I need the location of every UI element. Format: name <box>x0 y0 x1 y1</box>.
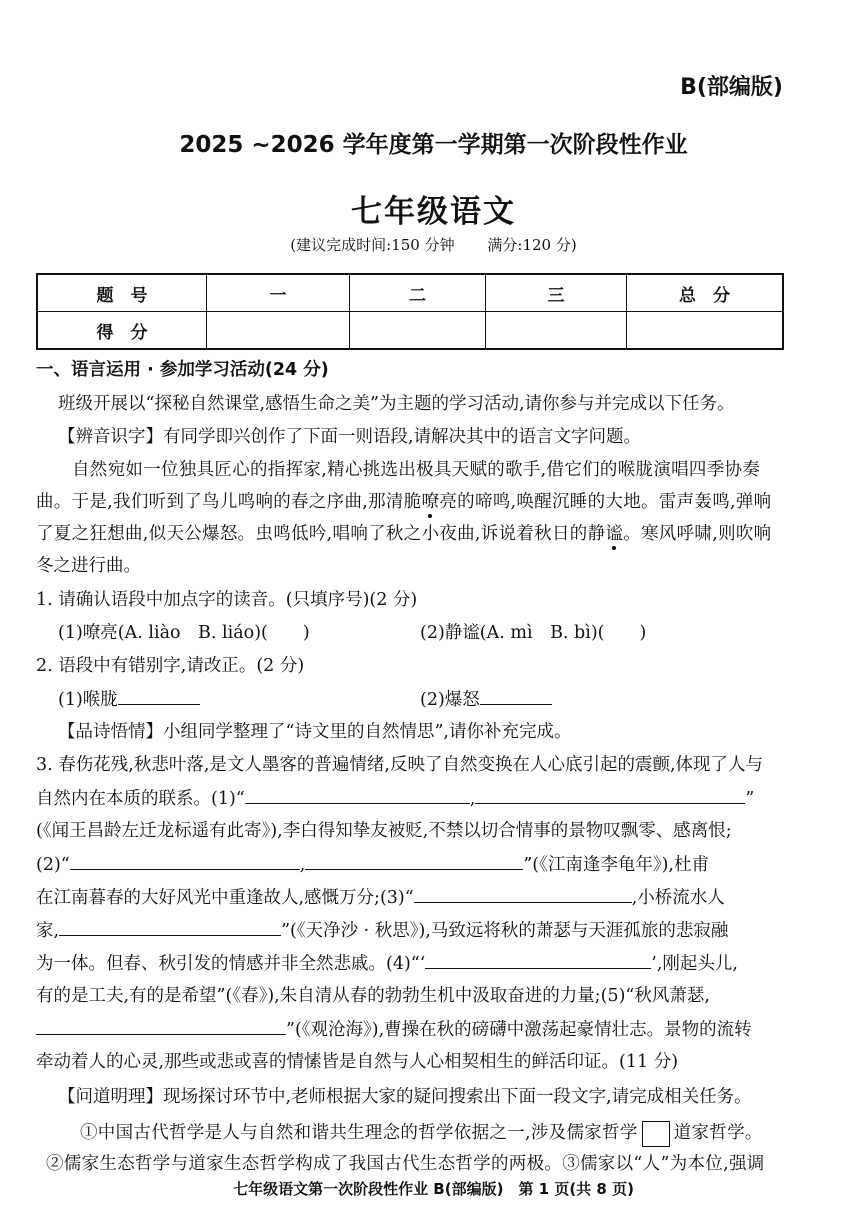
answer-blank[interactable] <box>414 884 632 903</box>
question-3-text: (2)“ <box>36 855 70 875</box>
question-3-text: 自然内在本质的联系。(1)“ <box>36 789 245 809</box>
question-2a-label: (1)喉胧 <box>58 690 118 710</box>
passage-line: 曲。于是,我们听到了鸟儿鸣响的春之序曲,那清脆嘹亮的啼鸣,唤醒沉睡的大地。雷声轰鸣,弹响 <box>36 492 772 512</box>
answer-blank[interactable] <box>118 686 200 705</box>
exam-info <box>0 234 867 255</box>
answer-blank[interactable] <box>305 851 523 870</box>
passage-line: 自然宛如一位独具匠心的指挥家,精心挑选出极具天赋的歌手,借它们的喉胧演唱四季协奏 <box>72 460 761 480</box>
question-3-text: ’,刚起头儿, <box>651 954 738 974</box>
question-2b <box>420 686 720 713</box>
question-3-line: 有的是工夫,有的是希望”(《春》),朱自清从春的勃勃生机中汲取奋进的力量;(5)“秋风萧瑟, <box>36 986 710 1006</box>
question-3-text: ”(《观沧海》),曹操在秋的磅礴中激荡起豪情壮志。景物的流转 <box>286 1020 752 1040</box>
question-3-line: (2)“ , ”(《江南逢李龟年》),杜甫 <box>36 851 796 878</box>
table-header-cell: 总 分 <box>627 274 784 312</box>
answer-blank[interactable] <box>475 785 745 804</box>
answer-blank[interactable] <box>59 917 281 936</box>
score-cell[interactable] <box>486 312 627 350</box>
task-heading: 【品诗悟情】小组同学整理了“诗文里的自然情思”,请你补充完成。 <box>58 722 572 742</box>
score-cell[interactable] <box>207 312 350 350</box>
question-3-text: 家, <box>36 921 60 941</box>
task-heading: 【辨音识字】有同学即兴创作了下面一则语段,请解决其中的语言文字问题。 <box>58 427 642 447</box>
intro-text: 班级开展以“探秘自然课堂,感悟生命之美”为主题的学习活动,请你参与并完成以下任务。 <box>58 394 735 414</box>
question-1a: (1)嘹亮(A. liào B. liáo)( ) <box>58 623 310 643</box>
question-2: 2. 语段中有错别字,请改正。(2 分) <box>36 656 305 676</box>
question-1b: (2)静谧(A. mì B. bì)( ) <box>420 623 647 643</box>
subject-title: 七年级语文 <box>351 194 516 230</box>
table-header-cell: 一 <box>207 274 350 312</box>
passage-line: 冬之进行曲。 <box>36 556 141 576</box>
question-3-line <box>36 884 796 911</box>
question-3-line <box>36 950 796 977</box>
question-3-line: 自然内在本质的联系。(1)“ , ” <box>36 785 796 812</box>
question-3-line <box>36 1016 796 1043</box>
score-cell[interactable] <box>350 312 486 350</box>
reading-text: ①中国古代哲学是人与自然和谐共生理念的哲学依据之一,涉及儒家哲学 <box>80 1123 638 1143</box>
question-2a <box>58 686 358 713</box>
question-3-text: ”(《天净沙 · 秋思》),马致远将秋的萧瑟与天涯孤旅的悲寂融 <box>281 921 729 941</box>
question-3-text: 为一体。但春、秋引发的情感并非全然悲戚。(4)“‘ <box>36 954 426 974</box>
question-3-line: 牵动着人的心灵,那些或悲或喜的情愫皆是自然与人心相契相生的鲜活印证。(11 分) <box>36 1052 679 1072</box>
question-3-text: ”(《江南逢李龟年》),杜甫 <box>523 855 709 875</box>
score-note: 满分:120 分) <box>487 236 577 254</box>
task-heading: 【问道明理】现场探讨环节中,老师根据大家的疑问搜索出下面一段文字,请完成相关任务。 <box>58 1087 752 1107</box>
score-table <box>36 273 784 350</box>
table-header-cell: 三 <box>486 274 627 312</box>
edition-label: B(部编版) <box>680 75 783 100</box>
section-heading: 一、语言运用 · 参加学习活动(24 分) <box>36 360 329 380</box>
answer-box[interactable] <box>642 1121 670 1147</box>
question-3-line <box>36 917 796 944</box>
answer-blank[interactable] <box>245 785 470 804</box>
page-footer: 七年级语文第一次阶段性作业 B(部编版) 第 1 页(共 8 页) <box>233 1180 634 1198</box>
question-3-line: 3. 春伤花残,秋悲叶落,是文人墨客的普遍情绪,反映了自然变换在人心底引起的震颤,体现了人与 <box>36 755 764 775</box>
reading-line: ②儒家生态哲学与道家生态哲学构成了我国古代生态哲学的两极。③儒家以“人”为本位,强调 <box>46 1154 765 1174</box>
passage-line: 了夏之狂想曲,似天公爆怒。虫鸣低吟,唱响了秋之小夜曲,诉说着秋日的静谧。寒风呼啸,则吹响 <box>36 524 772 544</box>
answer-blank[interactable] <box>70 851 300 870</box>
time-note: (建议完成时间:150 分钟 <box>290 236 455 254</box>
reading-line <box>80 1120 840 1147</box>
question-3-line: (《闻王昌龄左迁龙标遥有此寄》),李白得知挚友被贬,不禁以切合情事的景物叹飘零、感离恨; <box>36 821 732 841</box>
question-3-text: 在江南暮春的大好风光中重逢故人,感慨万分;(3)“ <box>36 888 414 908</box>
table-header-cell: 题 号 <box>37 274 207 312</box>
score-cell[interactable] <box>627 312 784 350</box>
answer-blank[interactable] <box>480 686 552 705</box>
table-row-label: 得 分 <box>37 312 207 350</box>
reading-text: 道家哲学。 <box>673 1123 763 1143</box>
exam-title: 2025 ~2026 学年度第一学期第一次阶段性作业 <box>179 132 688 158</box>
table-header-cell: 二 <box>350 274 486 312</box>
question-2b-label: (2)爆怒 <box>420 690 480 710</box>
question-1: 1. 请确认语段中加点字的读音。(只填序号)(2 分) <box>36 590 418 610</box>
answer-blank[interactable] <box>425 950 651 969</box>
question-3-text: ,小桥流水人 <box>631 888 725 908</box>
answer-blank[interactable] <box>36 1016 286 1035</box>
